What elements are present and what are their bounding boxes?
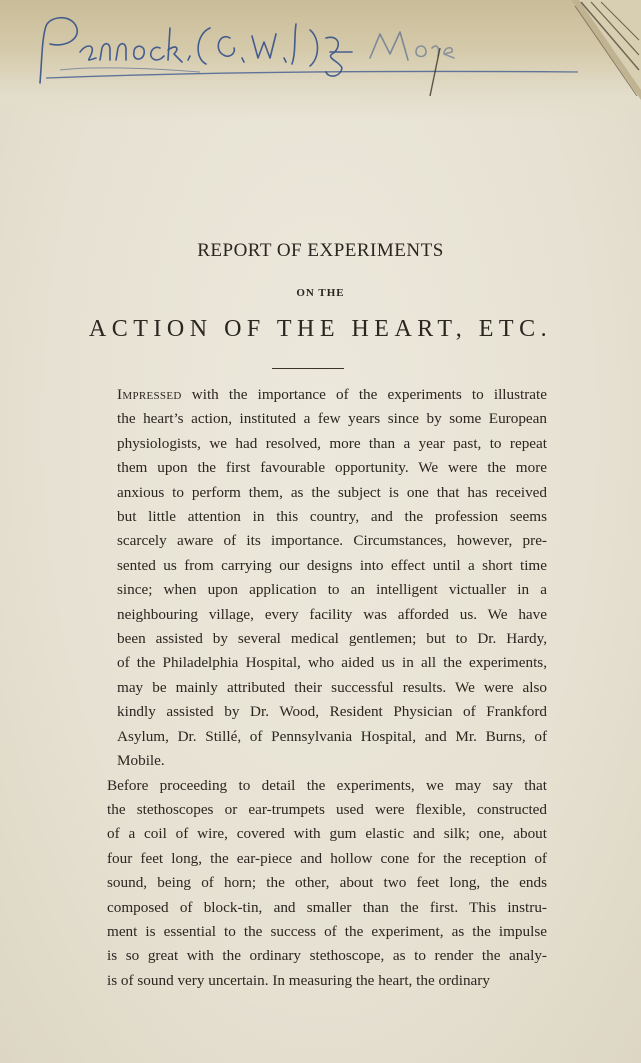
text-line: been assisted by several medical gentlemen; but to Dr. Hardy, <box>117 630 547 648</box>
text-line: kindly assisted by Dr. Wood, Resident Physician of Frankford <box>117 703 547 721</box>
title-connector: ON THE <box>296 287 345 299</box>
text-line: them upon the first favourable opportunity. We were the more <box>117 459 547 477</box>
text-line: composed of block-tin, and smaller than the first. This instru- <box>107 898 547 916</box>
opening-word: Impressed <box>117 386 182 403</box>
text-line: of the Philadelphia Hospital, who aided us in all the experiments, <box>117 654 547 672</box>
text-line: ment is essential to the success of the experiment, as the impulse <box>107 922 547 940</box>
text-line: scarcely aware of its importance. Circumstances, however, pre- <box>117 532 547 550</box>
report-subtitle: ACTION OF THE HEART, ETC. <box>88 316 553 342</box>
text-line: neighbouring village, every facility was afforded us. We have <box>117 605 547 623</box>
paragraph-1 <box>92 383 547 774</box>
text-line: since; when upon application to an intelligent victualler in a <box>117 581 547 599</box>
body-text <box>92 383 547 993</box>
text-line: Mobile. <box>117 752 165 770</box>
paragraph-2 <box>92 774 547 994</box>
handwritten-inscription <box>30 8 590 98</box>
text-line: the heart’s action, instituted a few years since by some European <box>117 410 547 428</box>
text-line: anxious to perform them, as the subject is one that has received <box>117 483 547 501</box>
text-line: is of sound very uncertain. In measuring the heart, the ordinary <box>107 971 490 989</box>
text-line: Before proceeding to detail the experiments, we may say that <box>107 776 547 794</box>
text-line: the stethoscopes or ear-trumpets used were flexible, constructed <box>107 800 547 818</box>
text-line: is so great with the ordinary stethoscope, as to render the analy- <box>107 947 547 965</box>
text-line: physiologists, we had resolved, more than a year past, to repeat <box>117 434 547 452</box>
text-line: Asylum, Dr. Stillé, of Pennsylvania Hospital, and Mr. Burns, of <box>117 727 547 745</box>
text-line: sented us from carrying our designs into effect until a short time <box>117 556 547 574</box>
title-divider <box>272 368 344 369</box>
text-line: four feet long, the ear-piece and hollow cone for the reception of <box>107 849 547 867</box>
text-line: of a coil of wire, covered with gum elastic and silk; one, about <box>107 825 547 843</box>
report-title: REPORT OF EXPERIMENTS <box>197 240 444 261</box>
text-line: but little attention in this country, and the profession seems <box>117 508 547 526</box>
text-line: sound, being of horn; the other, about two feet long, the ends <box>107 874 547 892</box>
text-line: may be mainly attributed their successful results. We were also <box>117 678 547 696</box>
text-line: Impressed with the importance of the experiments to illustrate <box>117 386 547 403</box>
